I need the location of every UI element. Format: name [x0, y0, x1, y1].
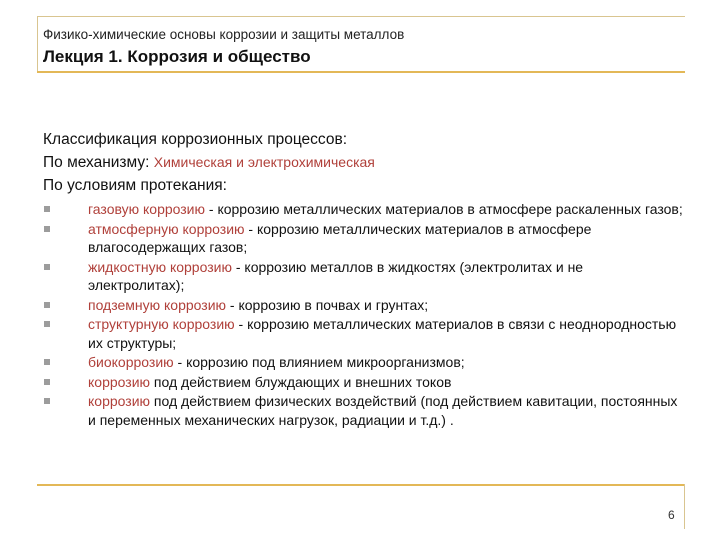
frame-top-border	[37, 16, 685, 17]
item-description: - коррозию металлических материалов в атмосфере влагосодержащих газов;	[88, 220, 592, 255]
bullet-icon	[44, 379, 50, 385]
mechanism-line	[43, 151, 683, 174]
corrosion-type-list	[43, 200, 683, 429]
course-subtitle: Физико-химические основы коррозии и защиты металлов	[43, 27, 405, 42]
item-description: - коррозию металлических материалов в связи с неоднородностью их структуры;	[88, 316, 677, 351]
list-item	[43, 258, 683, 295]
mechanism-value: Химическая и электрохимическая	[153, 154, 375, 170]
slide-title: Лекция 1. Коррозия и общество	[43, 47, 311, 66]
item-term: газовую коррозию	[88, 201, 206, 217]
frame-right-border	[684, 484, 685, 529]
item-description: - коррозию под влиянием микроорганизмов;	[173, 354, 465, 370]
frame-left-border	[37, 16, 38, 71]
bullet-icon	[44, 398, 50, 404]
item-term: коррозию	[88, 393, 151, 409]
bullet-icon	[44, 359, 50, 365]
conditions-heading: По условиям протекания:	[43, 177, 227, 194]
footer-divider	[37, 484, 685, 486]
list-item	[43, 220, 683, 257]
bullet-icon	[44, 226, 50, 232]
item-description: - коррозию металлических материалов в атмосфере раскаленных газов;	[205, 201, 683, 217]
item-term: коррозию	[88, 373, 151, 390]
classification-heading: Классификация коррозионных процессов:	[43, 131, 347, 148]
item-term: жидкостную коррозию	[88, 258, 232, 275]
item-description: - коррозию в почвах и грунтах;	[226, 296, 429, 313]
list-item	[43, 200, 683, 219]
item-term: структурную коррозию	[88, 316, 235, 332]
bullet-icon	[44, 302, 50, 308]
list-item	[43, 296, 683, 315]
header-divider	[37, 71, 685, 73]
bullet-icon	[44, 264, 50, 270]
item-description: - коррозию металлов в жидкостях (электролитах и не электролитах);	[88, 258, 584, 293]
list-item	[43, 315, 683, 352]
bullet-icon	[44, 206, 50, 212]
list-item	[43, 392, 683, 429]
bullet-icon	[44, 321, 50, 327]
item-term: атмосферную коррозию	[88, 220, 245, 237]
item-description: под действием блуждающих и внешних токов	[150, 373, 452, 390]
list-item	[43, 353, 683, 372]
item-term: биокоррозию	[88, 354, 174, 370]
mechanism-label: По механизму:	[43, 154, 150, 171]
item-term: подземную коррозию	[88, 296, 227, 313]
page-number: 6	[668, 508, 675, 522]
list-item	[43, 373, 683, 392]
item-description: под действием физических воздействий (под действием кавитации, постоянных и переменных механических нагрузок, радиации и т.д.) .	[88, 393, 678, 428]
slide-body	[43, 128, 683, 430]
